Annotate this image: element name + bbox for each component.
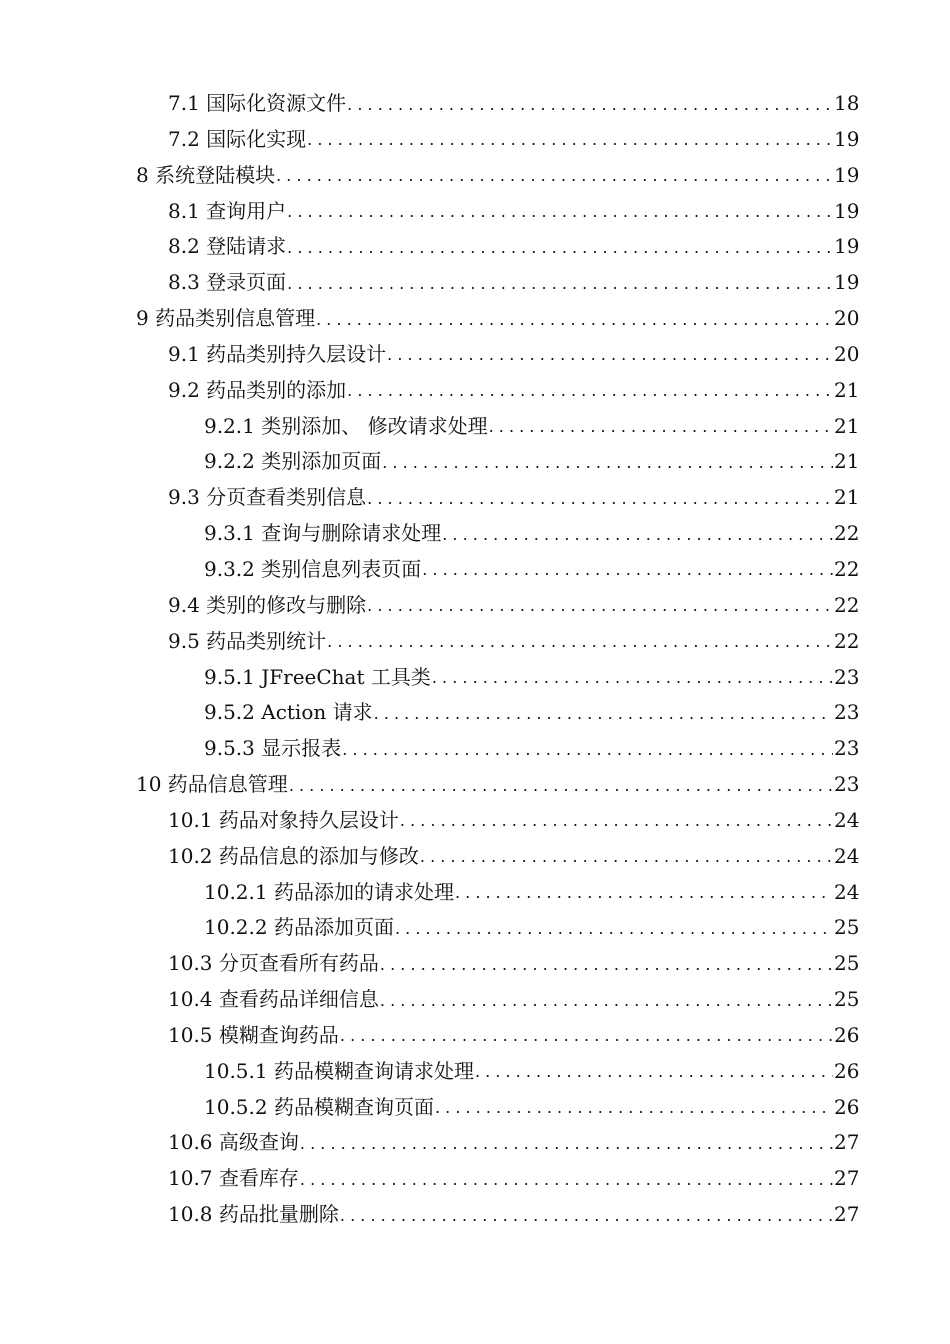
toc-entry[interactable] (0, 480, 950, 516)
toc-dot-leader (300, 1125, 833, 1162)
toc-entry[interactable] (0, 301, 950, 337)
toc-entry-page-number: 19 (834, 126, 860, 151)
toc-entry[interactable] (0, 946, 950, 982)
toc-entry-title: 9.2.1 类别添加、 修改请求处理 (204, 413, 488, 438)
toc-dot-leader (400, 802, 833, 839)
toc-dot-leader (367, 480, 833, 517)
toc-entry-title: 9.2.2 类别添加页面 (204, 449, 382, 474)
toc-entry-page-number: 22 (834, 556, 860, 581)
toc-entry-page-number: 22 (834, 592, 860, 617)
toc-entry-title: 10.6 高级查询 (168, 1130, 299, 1155)
toc-dot-leader (307, 121, 833, 158)
toc-dot-leader (340, 1017, 833, 1054)
toc-entry[interactable] (0, 695, 950, 731)
toc-entry-page-number: 20 (834, 341, 860, 366)
toc-entry-page-number: 22 (834, 521, 860, 546)
toc-entry-page-number: 19 (834, 162, 860, 187)
toc-entry[interactable] (0, 588, 950, 624)
toc-entry-title: 9.3 分页查看类别信息 (168, 485, 367, 510)
toc-entry-title: 9.2 药品类别的添加 (168, 377, 347, 402)
toc-dot-leader (435, 1089, 833, 1126)
toc-entry[interactable] (0, 444, 950, 480)
toc-entry[interactable] (0, 1125, 950, 1161)
toc-entry-title: 9.5.3 显示报表 (204, 736, 342, 761)
toc-entry[interactable] (0, 409, 950, 445)
toc-dot-leader (287, 193, 833, 230)
toc-entry-title: 7.1 国际化资源文件 (168, 91, 347, 115)
toc-entry[interactable] (0, 624, 950, 660)
toc-entry[interactable] (0, 337, 950, 373)
toc-entry-title: 10.8 药品批量删除 (168, 1202, 339, 1227)
toc-entry[interactable] (0, 660, 950, 696)
toc-entry-title: 9.5.1 JFreeChat 工具类 (204, 664, 431, 689)
toc-entry-title: 10.5 模糊查询药品 (168, 1022, 339, 1047)
toc-entry-title: 9 药品类别信息管理 (136, 306, 316, 331)
toc-entry[interactable] (0, 1090, 950, 1126)
toc-entry[interactable] (0, 158, 950, 194)
toc-dot-leader (316, 301, 833, 338)
toc-entry-page-number: 21 (834, 377, 860, 402)
toc-entry-title: 10.3 分页查看所有药品 (168, 951, 379, 976)
toc-entry-page-number: 24 (834, 807, 860, 832)
toc-entry[interactable] (0, 731, 950, 767)
toc-entry-page-number: 19 (834, 270, 860, 295)
toc-entry-title: 9.5.2 Action 请求 (204, 700, 373, 725)
toc-entry-title: 10.2 药品信息的添加与修改 (168, 843, 419, 868)
toc-dot-leader (395, 910, 833, 947)
toc-entry-title: 10.7 查看库存 (168, 1166, 299, 1191)
toc-entry-title: 9.3.1 查询与删除请求处理 (204, 521, 442, 546)
toc-entry-page-number: 25 (834, 915, 860, 940)
toc-dot-leader (347, 372, 833, 409)
toc-entry-title: 10.2.2 药品添加页面 (204, 915, 394, 940)
toc-entry[interactable] (0, 839, 950, 875)
toc-dot-leader (442, 516, 833, 553)
toc-dot-leader (342, 731, 833, 768)
toc-entry-title: 10.1 药品对象持久层设计 (168, 807, 399, 832)
toc-dot-leader (420, 838, 833, 875)
toc-dot-leader (347, 86, 833, 123)
toc-entry-title: 8.2 登陆请求 (168, 234, 287, 259)
toc-entry[interactable] (0, 1197, 950, 1233)
toc-entry-page-number: 19 (834, 234, 860, 259)
toc-dot-leader (340, 1197, 833, 1234)
toc-dot-leader (289, 767, 833, 804)
toc-entry-page-number: 27 (834, 1202, 860, 1227)
toc-entry[interactable] (0, 910, 950, 946)
toc-dot-leader (287, 229, 833, 266)
toc-entry-page-number: 26 (834, 1022, 860, 1047)
toc-entry[interactable] (0, 265, 950, 301)
toc-dot-leader (367, 587, 833, 624)
toc-entry[interactable] (0, 122, 950, 158)
toc-entry-title: 10 药品信息管理 (136, 772, 288, 797)
toc-entry[interactable] (0, 194, 950, 230)
toc-entry[interactable] (0, 1018, 950, 1054)
toc-dot-leader (382, 444, 833, 481)
toc-entry[interactable] (0, 803, 950, 839)
toc-entry-page-number: 25 (834, 987, 860, 1012)
toc-entry-page-number: 26 (834, 1058, 860, 1083)
toc-entry-page-number: 26 (834, 1094, 860, 1119)
toc-entry-page-number: 27 (834, 1166, 860, 1191)
toc-dot-leader (300, 1161, 833, 1198)
toc-entry[interactable] (0, 1054, 950, 1090)
toc-dot-leader (387, 336, 833, 373)
toc-dot-leader (276, 157, 833, 194)
toc-dot-leader (374, 695, 833, 732)
toc-entry[interactable] (0, 373, 950, 409)
toc-entry-page-number: 19 (834, 198, 860, 223)
toc-entry-page-number: 24 (834, 843, 860, 868)
toc-entry-page-number: 22 (834, 628, 860, 653)
toc-entry-title: 9.1 药品类别持久层设计 (168, 341, 387, 366)
toc-entry-page-number: 20 (834, 306, 860, 331)
toc-dot-leader (380, 982, 833, 1019)
toc-dot-leader (422, 551, 833, 588)
toc-entry-page-number: 21 (834, 413, 860, 438)
toc-dot-leader (287, 265, 833, 302)
table-of-contents (0, 86, 950, 1233)
toc-entry-page-number: 23 (834, 772, 860, 797)
toc-entry-page-number: 21 (834, 485, 860, 510)
toc-entry-title: 10.5.1 药品模糊查询请求处理 (204, 1058, 474, 1083)
toc-entry[interactable] (0, 516, 950, 552)
toc-entry[interactable] (0, 767, 950, 803)
toc-entry[interactable] (0, 86, 950, 122)
toc-entry[interactable] (0, 1161, 950, 1197)
toc-entry-page-number: 23 (834, 736, 860, 761)
toc-entry-page-number: 25 (834, 951, 860, 976)
toc-entry[interactable] (0, 982, 950, 1018)
toc-dot-leader (380, 946, 833, 983)
toc-entry[interactable] (0, 875, 950, 911)
toc-dot-leader (455, 874, 833, 911)
toc-dot-leader (489, 408, 833, 445)
toc-entry-page-number: 23 (834, 664, 860, 689)
toc-entry-title: 9.4 类别的修改与删除 (168, 592, 367, 617)
toc-entry-title: 9.3.2 类别信息列表页面 (204, 556, 422, 581)
toc-entry-page-number: 18 (834, 91, 860, 115)
toc-dot-leader (432, 659, 833, 696)
toc-dot-leader (327, 623, 833, 660)
toc-entry-title: 9.5 药品类别统计 (168, 628, 327, 653)
toc-entry-page-number: 27 (834, 1130, 860, 1155)
toc-entry-title: 7.2 国际化实现 (168, 126, 307, 151)
toc-dot-leader (475, 1053, 833, 1090)
toc-entry-page-number: 24 (834, 879, 860, 904)
toc-entry-title: 8.3 登录页面 (168, 270, 287, 295)
toc-entry-page-number: 23 (834, 700, 860, 725)
toc-entry-title: 10.4 查看药品详细信息 (168, 987, 379, 1012)
toc-entry-page-number: 21 (834, 449, 860, 474)
toc-entry-title: 8 系统登陆模块 (136, 162, 276, 187)
toc-entry-title: 10.5.2 药品模糊查询页面 (204, 1094, 434, 1119)
toc-entry[interactable] (0, 229, 950, 265)
toc-entry-title: 8.1 查询用户 (168, 198, 287, 223)
toc-entry-title: 10.2.1 药品添加的请求处理 (204, 879, 454, 904)
toc-entry[interactable] (0, 552, 950, 588)
